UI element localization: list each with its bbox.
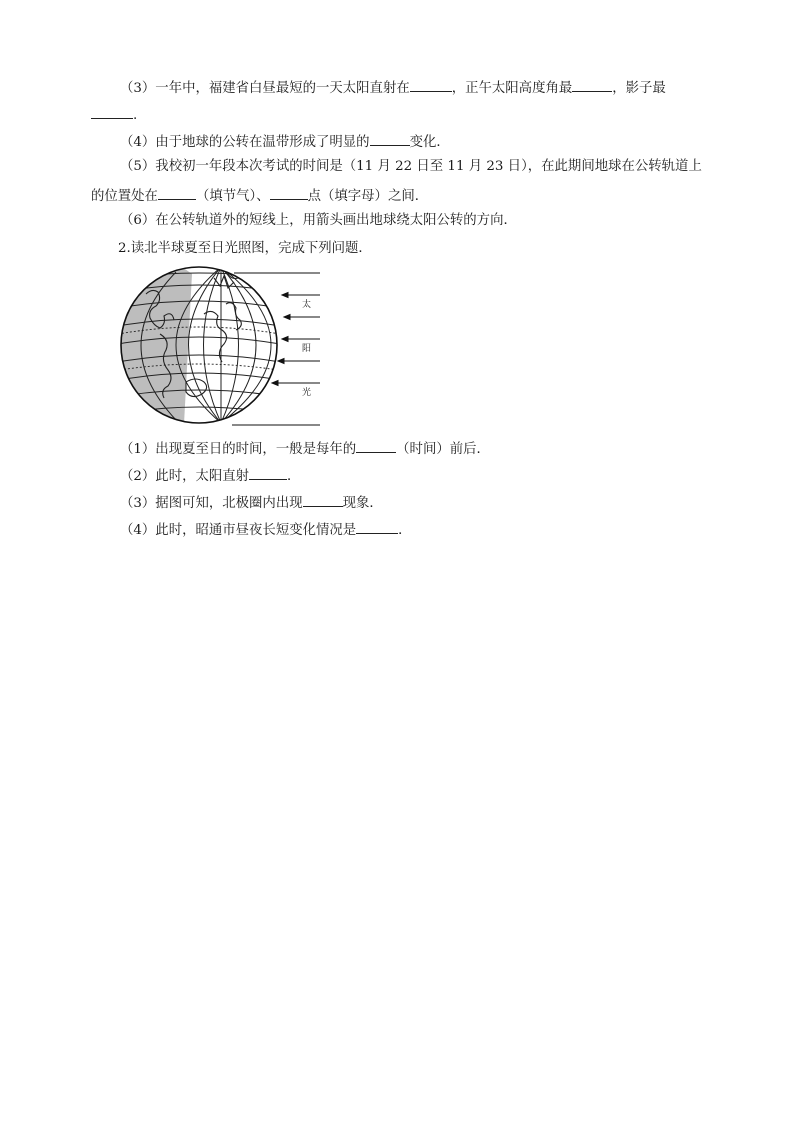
q1-item-5-text-c: （填节气）、: [195, 189, 270, 204]
q1-item-3-text-b: ，正午太阳高度角最: [451, 81, 573, 96]
sun-label-1: 太: [302, 300, 312, 310]
sun-label-3: 光: [302, 388, 312, 398]
q1-item-6-text: （6）在公转轨道外的短线上，用箭头画出地球绕太阳公转的方向．: [120, 213, 517, 228]
q2-item-2: [120, 465, 300, 486]
q1-item-3-text-a: （3）一年中，福建省白昼最短的一天太阳直射在: [120, 81, 410, 96]
q1-item-5-line-1: [120, 158, 702, 176]
answer-blank[interactable]: [303, 492, 343, 507]
q2-title-text: 2.读北半球夏至日光照图，完成下列问题．: [118, 241, 372, 256]
q2-item-3: [120, 492, 383, 513]
q2-item-3-text-a: （3）据图可知，北极圈内出现: [120, 496, 303, 511]
q1-item-3-text-c: ，影子最: [612, 81, 666, 96]
q2-item-2-text-a: （2）此时，太阳直射: [120, 469, 250, 484]
q1-item-3-line-2: [91, 104, 137, 125]
q1-item-5-line-2: [91, 185, 428, 206]
q2-item-1-text-a: （1）出现夏至日的时间，一般是每年的: [120, 442, 357, 457]
q2-item-4-text-b: ．: [398, 523, 412, 538]
q1-item-4-text-a: （4）由于地球的公转在温带形成了明显的: [120, 135, 370, 150]
q2-title: [118, 240, 372, 258]
answer-blank[interactable]: [572, 77, 612, 92]
q1-item-5-text-d: 点（填字母）之间．: [307, 189, 429, 204]
q2-item-2-text-b: ．: [287, 469, 301, 484]
q1-item-3-end: .: [133, 108, 138, 123]
globe-diagram: [116, 264, 326, 434]
q1-item-4: [120, 131, 450, 152]
q2-item-4: [120, 519, 412, 540]
q1-item-5-text-a: （5）我校初一年段本次考试的时间是（11 月 22 日至 11 月 23 日），在此期间地球在公转轨道上: [120, 159, 702, 174]
q1-item-4-text-b: 变化．: [409, 135, 450, 150]
q2-item-4-text-a: （4）此时，昭通市昼夜长短变化情况是: [120, 523, 357, 538]
q1-item-6: [120, 212, 517, 230]
answer-blank[interactable]: [158, 185, 196, 200]
summer-solstice-illumination-figure: [116, 264, 326, 434]
answer-blank[interactable]: [370, 131, 410, 146]
answer-blank[interactable]: [270, 185, 308, 200]
sun-label-2: 阳: [302, 344, 312, 354]
q1-item-5-text-b: 的位置处在: [91, 189, 158, 204]
q1-item-3-line-1: [120, 77, 666, 98]
q2-item-1-text-b: （时间）前后．: [396, 442, 490, 457]
answer-blank[interactable]: [249, 465, 287, 480]
answer-blank[interactable]: [356, 519, 398, 534]
q2-item-3-text-b: 现象．: [342, 496, 383, 511]
answer-blank[interactable]: [356, 438, 396, 453]
answer-blank[interactable]: [91, 104, 133, 119]
answer-blank[interactable]: [410, 77, 452, 92]
q2-item-1: [120, 438, 490, 459]
